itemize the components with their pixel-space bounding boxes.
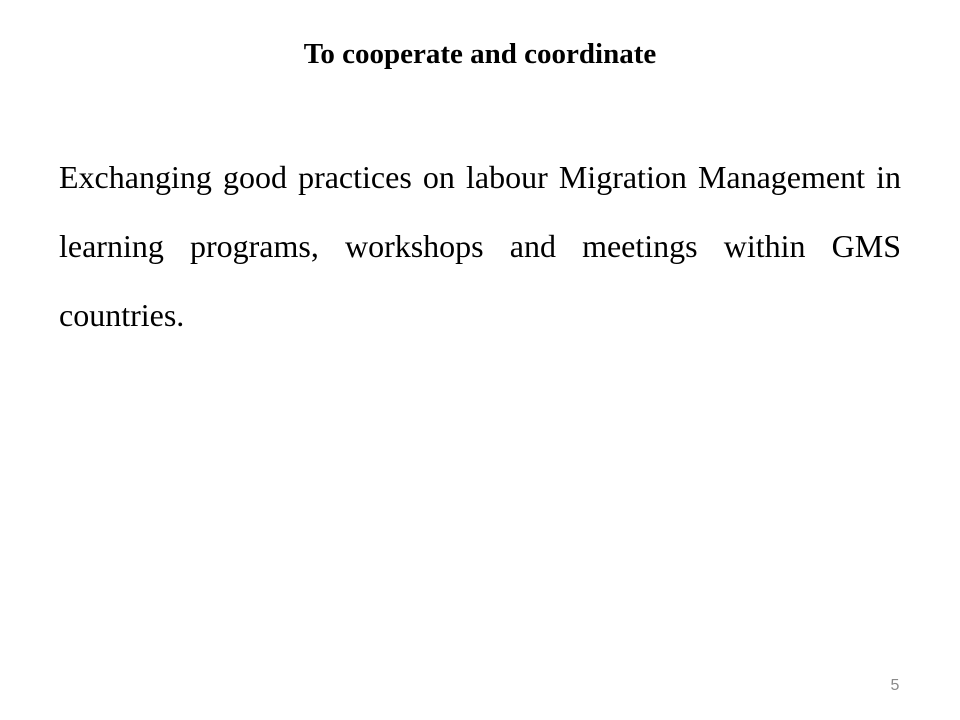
slide-body-text: Exchanging good practices on labour Migration Management in learning programs, workshops and meetings within GMS countries. [59,159,901,333]
slide-title: To cooperate and coordinate [303,38,657,70]
slide-page-number: 5 [890,677,900,694]
